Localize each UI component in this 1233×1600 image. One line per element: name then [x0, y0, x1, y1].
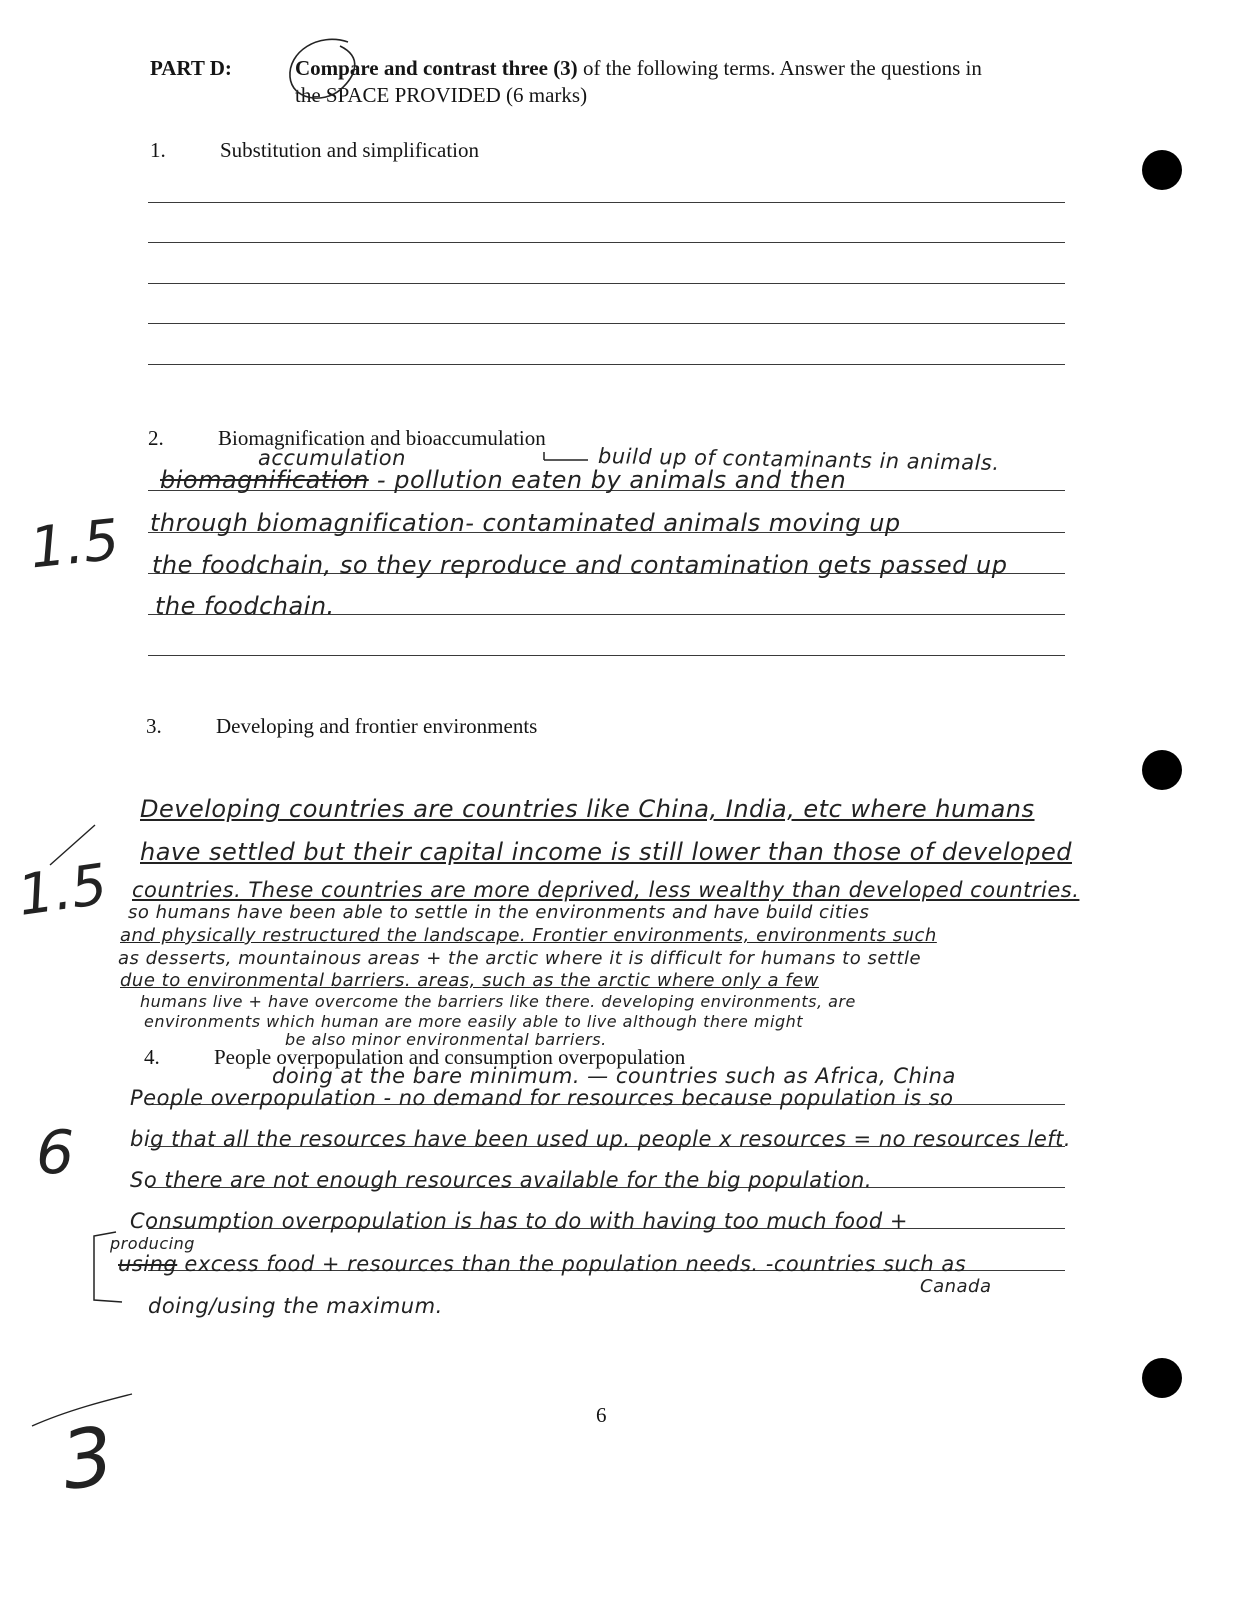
- checkmark-icon: [40, 820, 100, 870]
- question-4-number: 4.: [144, 1045, 160, 1069]
- answer-2-line-2: through biomagnification- contaminated animals moving up: [150, 509, 901, 537]
- binder-hole: [1142, 1358, 1182, 1398]
- part-label: PART D:: [150, 56, 232, 80]
- instruction-line-1: [295, 56, 982, 81]
- answer-3-line-10: be also minor environmental barriers.: [285, 1030, 607, 1049]
- question-1-title: Substitution and simplification: [220, 138, 479, 162]
- page-number: 6: [596, 1403, 607, 1427]
- answer-4-line-2: big that all the resources have been used up. people x resources = no resources left.: [130, 1127, 1072, 1151]
- answer-2-line-1: [160, 466, 846, 494]
- question-3-number: 3.: [146, 714, 162, 738]
- answer-line: [148, 323, 1065, 324]
- binder-hole: [1142, 150, 1182, 190]
- answer-4-line-5-rest: excess food + resources than the population needs. -countries such as: [184, 1252, 967, 1276]
- circle-annotation: [278, 32, 368, 112]
- answer-3-line-6: as desserts, mountainous areas + the arctic where it is difficult for humans to settle: [118, 948, 922, 969]
- answer-3-line-4: so humans have been able to settle in the environments and have build cities: [128, 902, 870, 923]
- question-1-number: 1.: [150, 138, 166, 162]
- answer-2-note: build up of contaminants in animals.: [597, 444, 1000, 476]
- answer-4-above: doing at the bare minimum. — countries such as Africa, China: [272, 1064, 956, 1088]
- question-4-title: People overpopulation and consumption overpopulation: [214, 1045, 686, 1069]
- answer-3-line-8: humans live + have overcome the barriers like there. developing environments, are: [140, 992, 856, 1011]
- binder-hole: [1142, 750, 1182, 790]
- question-2-title: Biomagnification and bioaccumulation: [218, 426, 546, 450]
- struck-word: using: [118, 1252, 178, 1276]
- answer-3-line-9: environments which human are more easily able to live although there might: [144, 1012, 804, 1031]
- instruction-rest: of the following terms. Answer the questions in: [577, 56, 982, 80]
- answer-3-line-5: and physically restructured the landscape. Frontier environments, environments such: [120, 925, 937, 946]
- question-2-number: 2.: [148, 426, 164, 450]
- answer-4-line-1: People overpopulation - no demand for resources because population is so: [130, 1086, 954, 1110]
- struck-word: biomagnification: [160, 466, 369, 494]
- answer-4-line-5: [118, 1252, 966, 1276]
- answer-4-insertion: producing: [110, 1234, 195, 1253]
- instruction-line-2: the SPACE PROVIDED (6 marks): [295, 83, 588, 107]
- answer-2-line-1-rest: - pollution eaten by animals and then: [376, 466, 847, 494]
- answer-4-line-4: Consumption overpopulation is has to do with having too much food +: [130, 1209, 908, 1233]
- answer-line: [148, 242, 1065, 243]
- answer-line: [148, 283, 1065, 284]
- bracket-annotation: [86, 1228, 126, 1308]
- answer-2-insertion: accumulation: [258, 446, 406, 470]
- question-3-title: Developing and frontier environments: [216, 714, 538, 738]
- score-q4: 6: [36, 1118, 75, 1188]
- answer-2-line-4: the foodchain.: [155, 592, 335, 620]
- answer-3-line-7: due to environmental barriers. areas, such as the arctic where only a few: [120, 970, 819, 991]
- answer-4-line-6: doing/using the maximum.: [148, 1294, 443, 1318]
- score-total: 3: [55, 1408, 120, 1509]
- answer-3-line-1: Developing countries are countries like China, India, etc where humans: [140, 795, 1035, 823]
- answer-line: [148, 202, 1065, 203]
- answer-4-line-3: So there are not enough resources available for the big population.: [130, 1168, 873, 1192]
- answer-line: [148, 364, 1065, 365]
- answer-line: [148, 655, 1065, 656]
- score-q3: 1.5: [13, 852, 112, 929]
- answer-3-line-2: have settled but their capital income is still lower than those of developed: [140, 838, 1072, 866]
- answer-3-line-3: countries. These countries are more deprived, less wealthy than developed countries.: [132, 878, 1080, 902]
- instruction-bold: Compare and contrast three (3): [295, 56, 578, 80]
- score-q2: 1.5: [26, 507, 123, 582]
- answer-4-below: Canada: [920, 1276, 992, 1297]
- answer-2-line-3: the foodchain, so they reproduce and contamination gets passed up: [152, 551, 1008, 579]
